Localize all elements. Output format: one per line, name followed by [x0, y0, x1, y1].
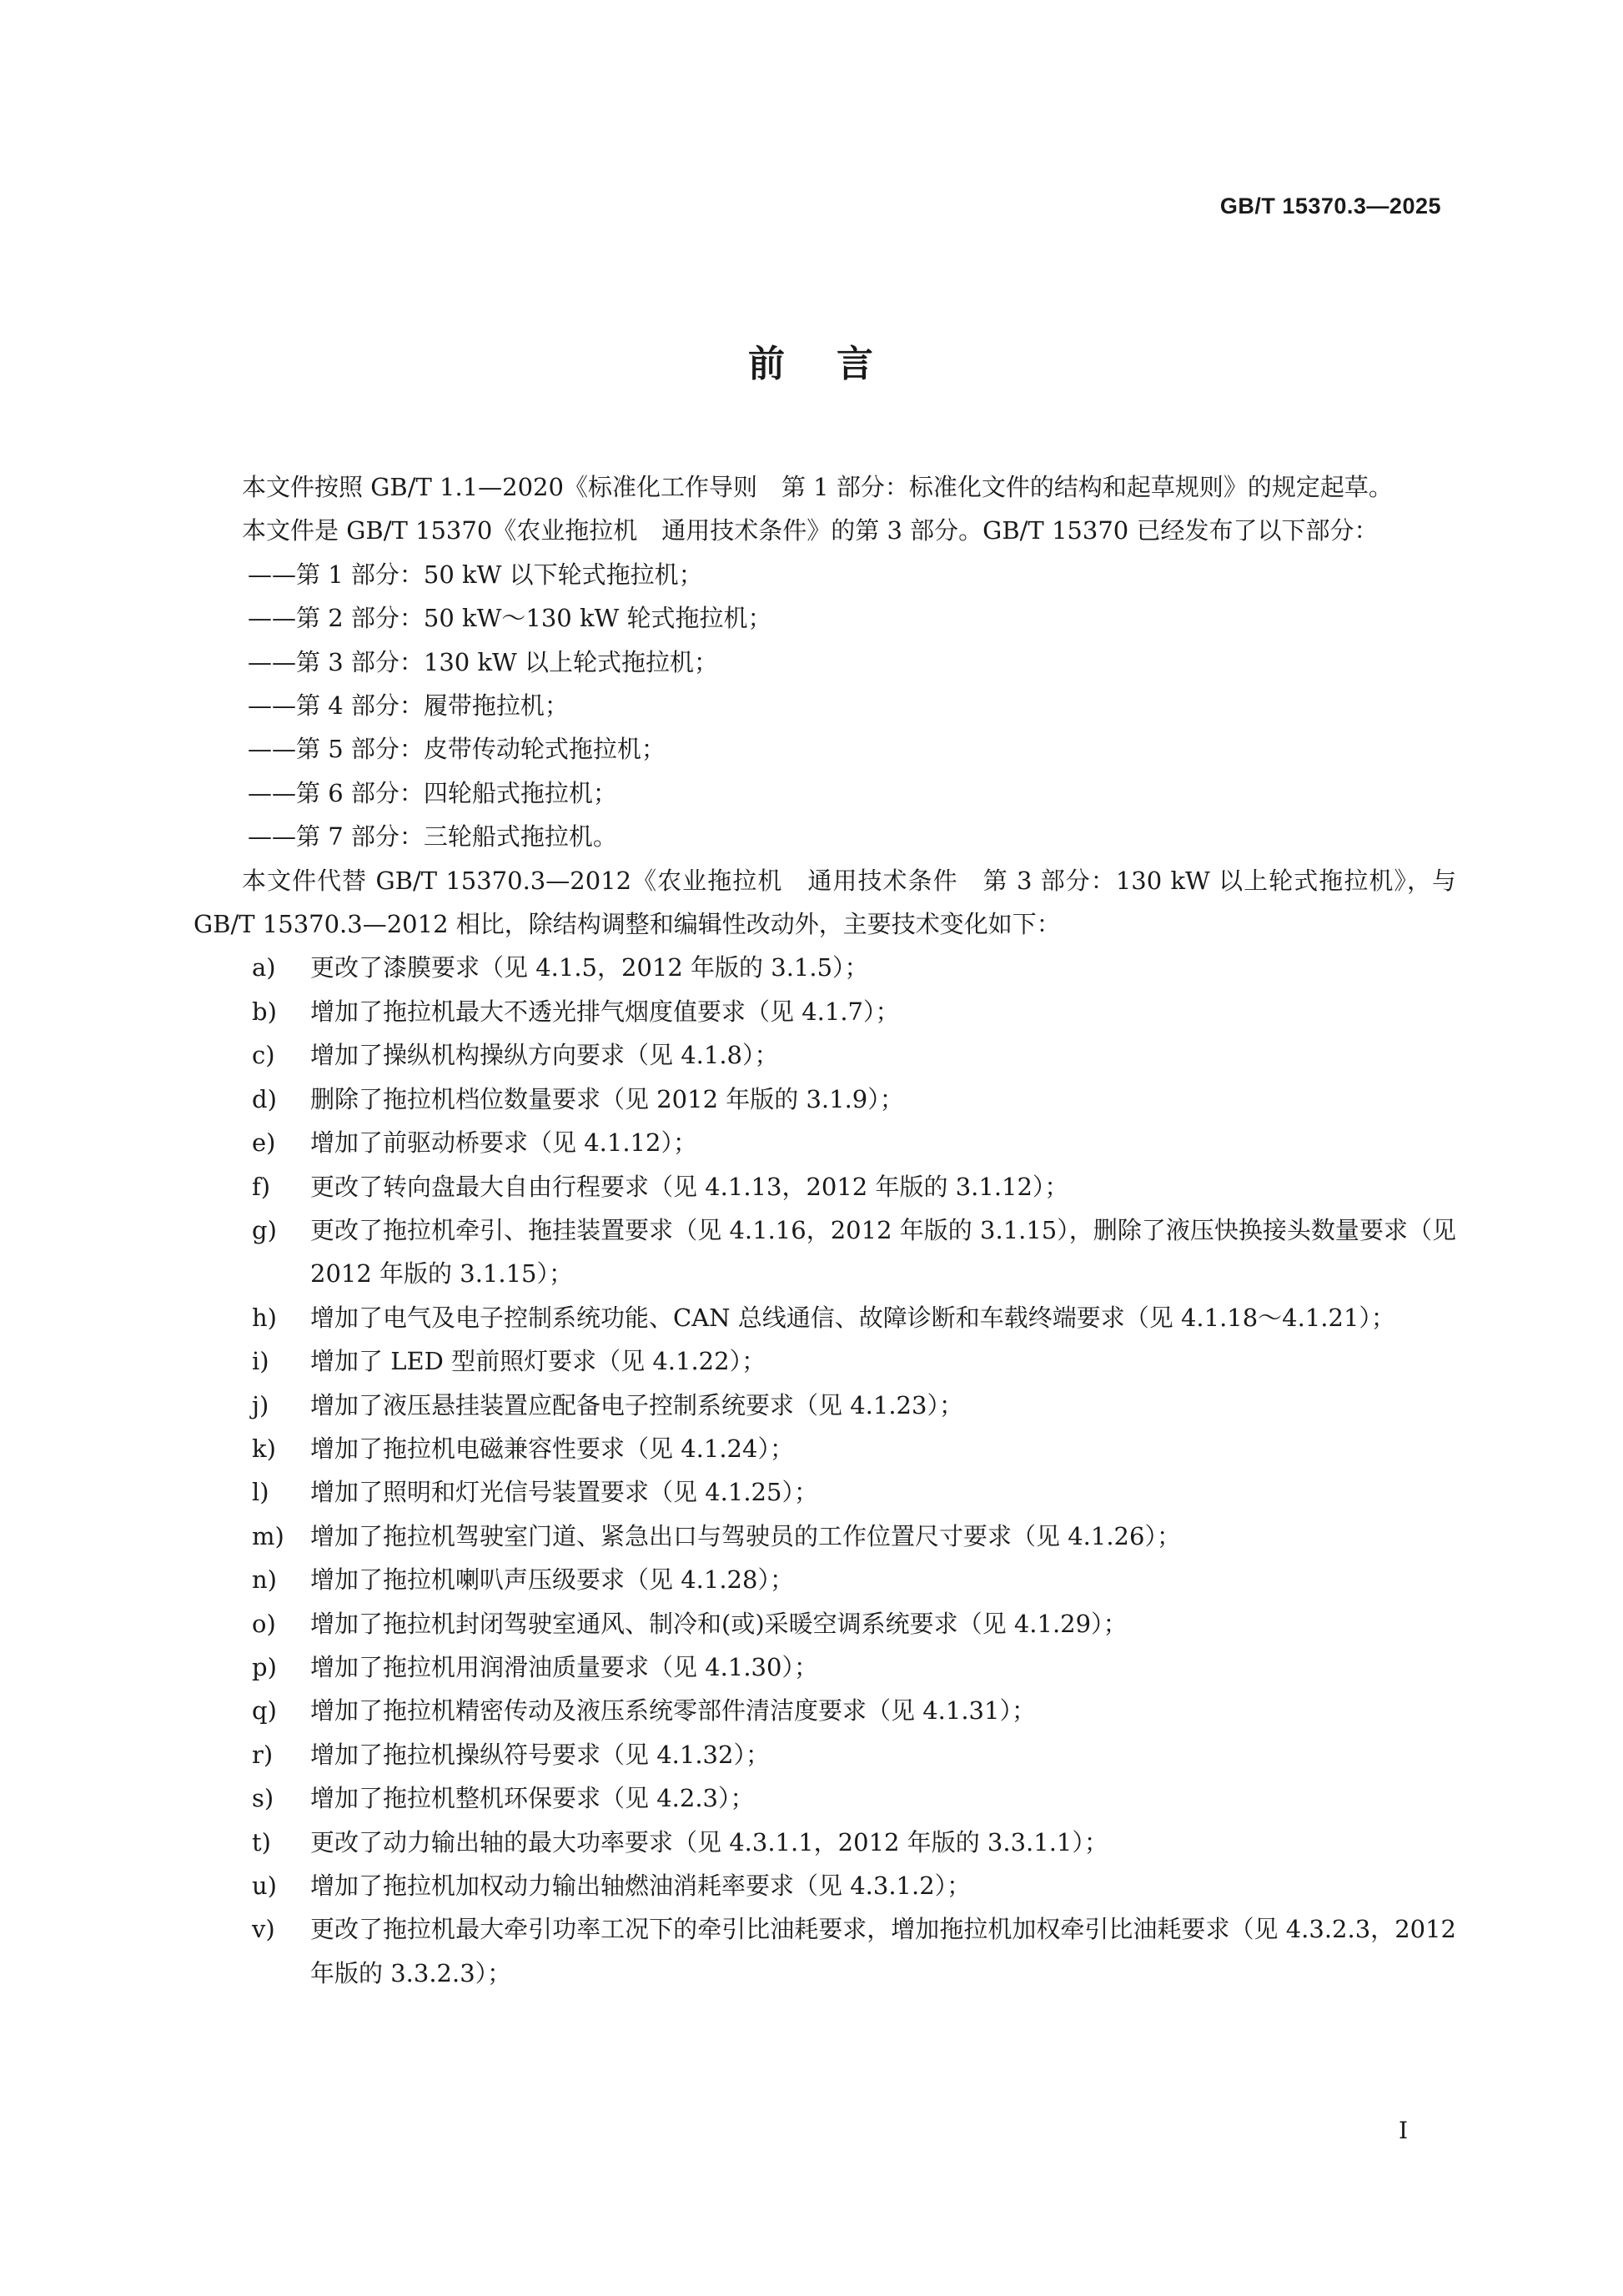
change-label: f): [252, 1172, 271, 1201]
change-item: [193, 1165, 1456, 1208]
change-text: 增加了拖拉机加权动力输出轴燃油消耗率要求（见 4.3.1.2）；: [310, 1871, 972, 1900]
page-number: I: [1398, 2117, 1408, 2144]
change-label: h): [252, 1303, 277, 1332]
change-text: 增加了拖拉机封闭驾驶室通风、制冷和(或)采暖空调系统要求（见 4.1.29）；: [310, 1609, 1128, 1638]
change-text: 更改了漆膜要求（见 4.1.5，2012 年版的 3.1.5）；: [310, 953, 869, 982]
change-text: 增加了照明和灯光信号装置要求（见 4.1.25）；: [310, 1478, 818, 1507]
technical-changes-list: [193, 946, 1456, 1995]
change-text: 更改了拖拉机牵引、拖挂装置要求（见 4.1.16，2012 年版的 3.1.15），删除了液压快换接头数量要求（见 2012 年版的 3.1.15）；: [310, 1215, 1456, 1289]
change-item: [193, 1558, 1456, 1601]
change-item: [193, 1296, 1456, 1339]
change-label: p): [252, 1652, 277, 1681]
paragraph-series-intro: 本文件是 GB/T 15370《农业拖拉机 通用技术条件》的第 3 部分。GB/T 15370 已经发布了以下部分：: [242, 516, 1379, 545]
paragraph-replacement: 本文件代替 GB/T 15370.3—2012《农业拖拉机 通用技术条件 第 3 部分：130 kW 以上轮式拖拉机》，与 GB/T 15370.3—2012 相比，除结构调整和编辑性改动外，主要技术变化如下：: [193, 866, 1456, 939]
part-item: ——第 3 部分：130 kW 以上轮式拖拉机；: [248, 647, 719, 676]
page-title: [0, 334, 1623, 387]
change-label: s): [252, 1784, 274, 1813]
change-text: 更改了拖拉机最大牵引功率工况下的牵引比油耗要求，增加拖拉机加权牵引比油耗要求（见 4.3.2.3，2012 年版的 3.3.2.3）；: [310, 1915, 1456, 1987]
change-text: 增加了拖拉机驾驶室门道、紧急出口与驾驶员的工作位置尺寸要求（见 4.1.26）；: [310, 1521, 1181, 1550]
change-label: o): [252, 1609, 276, 1638]
change-item: [193, 1733, 1456, 1776]
change-label: l): [252, 1478, 269, 1507]
change-label: b): [252, 997, 277, 1026]
change-item: [193, 990, 1456, 1033]
paragraph-drafting-rules: 本文件按照 GB/T 1.1—2020《标准化工作导则 第 1 部分：标准化文件的结构和起草规则》的规定起草。: [242, 473, 1393, 501]
change-text: 增加了前驱动桥要求（见 4.1.12）；: [310, 1128, 697, 1158]
document-code: GB/T 15370.3—2025: [1219, 193, 1441, 219]
part-item: ——第 7 部分：三轮船式拖拉机。: [248, 822, 617, 852]
change-item: [193, 1078, 1456, 1121]
change-item: [193, 1515, 1456, 1558]
change-text: 删除了拖拉机档位数量要求（见 2012 年版的 3.1.9）；: [310, 1084, 904, 1113]
change-item: [193, 1645, 1456, 1689]
preface-body: [193, 465, 1456, 1995]
part-item: ——第 2 部分：50 kW～130 kW 轮式拖拉机；: [248, 604, 772, 633]
change-item: [193, 1208, 1456, 1296]
change-item: [193, 1689, 1456, 1732]
change-label: e): [252, 1128, 276, 1158]
change-label: i): [252, 1347, 269, 1376]
change-label: m): [252, 1521, 284, 1550]
change-item: [193, 1384, 1456, 1427]
change-label: n): [252, 1565, 277, 1595]
change-text: 增加了操纵机构操纵方向要求（见 4.1.8）；: [310, 1041, 779, 1070]
change-item: [193, 1602, 1456, 1645]
change-text: 增加了电气及电子控制系统功能、CAN 总线通信、故障诊断和车载终端要求（见 4.1.18～4.1.21）；: [310, 1303, 1395, 1332]
change-item: [193, 946, 1456, 989]
change-item: [193, 1864, 1456, 1907]
change-text: 增加了拖拉机操纵符号要求（见 4.1.32）；: [310, 1740, 770, 1769]
change-text: 增加了 LED 型前照灯要求（见 4.1.22）；: [310, 1347, 766, 1376]
change-label: g): [252, 1215, 277, 1244]
change-item: [193, 1121, 1456, 1164]
change-text: 增加了拖拉机喇叭声压级要求（见 4.1.28）；: [310, 1565, 794, 1595]
change-label: c): [252, 1041, 275, 1070]
change-text: 增加了拖拉机精密传动及液压系统零部件清洁度要求（见 4.1.31）；: [310, 1696, 1036, 1726]
change-item: [193, 1821, 1456, 1864]
part-item: ——第 4 部分：履带拖拉机；: [248, 691, 569, 721]
change-text: 增加了液压悬挂装置应配备电子控制系统要求（见 4.1.23）；: [310, 1390, 963, 1419]
change-item: [193, 1470, 1456, 1514]
change-label: d): [252, 1084, 277, 1113]
change-label: q): [252, 1696, 277, 1726]
change-label: v): [252, 1915, 275, 1944]
title-char-1: 前: [748, 343, 786, 385]
change-text: 更改了转向盘最大自由行程要求（见 4.1.13，2012 年版的 3.1.12）；: [310, 1172, 1069, 1201]
change-item: [193, 1776, 1456, 1820]
change-label: k): [252, 1434, 276, 1463]
change-item: [193, 1907, 1456, 1995]
change-text: 增加了拖拉机整机环保要求（见 4.2.3）；: [310, 1784, 755, 1813]
change-text: 增加了拖拉机用润滑油质量要求（见 4.1.30）；: [310, 1652, 818, 1681]
parts-list: [193, 553, 1456, 859]
title-char-2: 言: [837, 343, 875, 385]
change-label: r): [252, 1740, 274, 1769]
change-label: t): [252, 1827, 271, 1856]
part-item: ——第 5 部分：皮带传动轮式拖拉机；: [248, 735, 666, 764]
part-item: ——第 6 部分：四轮船式拖拉机；: [248, 778, 617, 807]
change-label: j): [252, 1390, 269, 1419]
change-item: [193, 1033, 1456, 1077]
part-item: ——第 1 部分：50 kW 以下轮式拖拉机；: [248, 560, 703, 589]
change-text: 增加了拖拉机电磁兼容性要求（见 4.1.24）；: [310, 1434, 794, 1463]
change-text: 更改了动力输出轴的最大功率要求（见 4.3.1.1，2012 年版的 3.3.1.1）；: [310, 1827, 1108, 1856]
change-label: u): [252, 1871, 277, 1900]
change-text: 增加了拖拉机最大不透光排气烟度值要求（见 4.1.7）；: [310, 997, 900, 1026]
change-item: [193, 1427, 1456, 1470]
change-item: [193, 1339, 1456, 1383]
change-label: a): [252, 953, 276, 982]
